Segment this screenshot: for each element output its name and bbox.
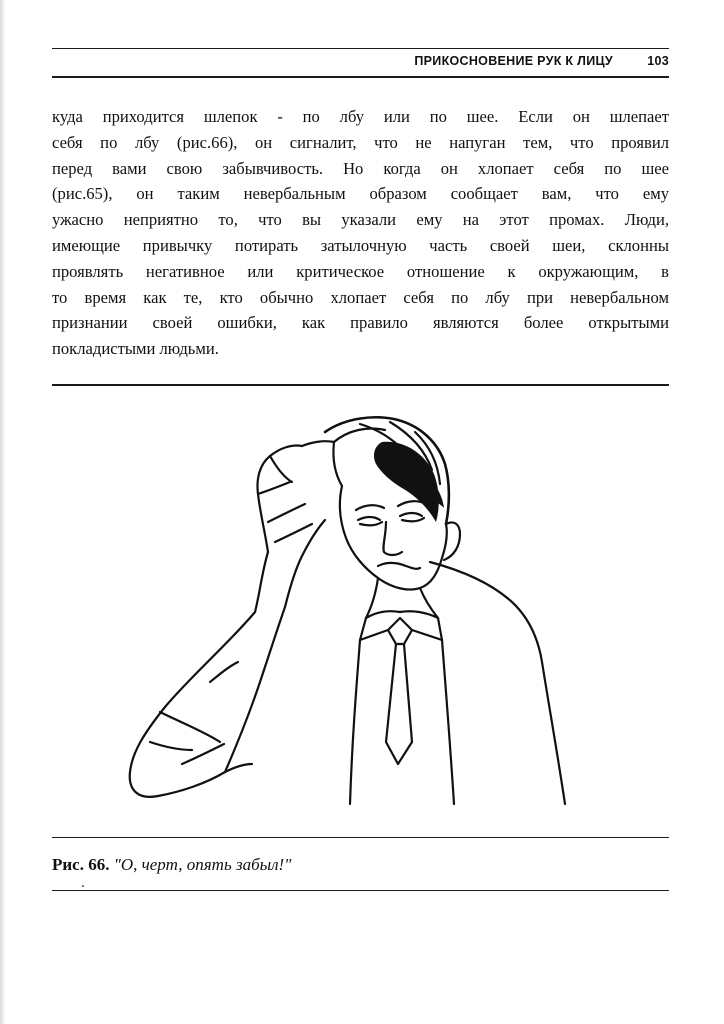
caption-label: Рис. 66. xyxy=(52,855,110,874)
caption-top-rule xyxy=(52,837,669,838)
text-line: себя по лбу (рис.66), он сигналит, что не напуган тем, что проявил xyxy=(52,132,669,152)
running-title: ПРИКОСНОВЕНИЕ РУК К ЛИЦУ xyxy=(414,54,613,68)
caption-bottom-rule xyxy=(52,890,669,891)
figure-caption xyxy=(52,855,669,875)
page-edge-shadow xyxy=(0,0,6,1024)
text-line: куда приходится шлепок - по лбу или по шее. Если он шлепает xyxy=(52,107,669,126)
text-line: то время как те, кто обычно хлопает себя по лбу при невербальном xyxy=(52,287,669,307)
header-top-rule xyxy=(52,48,669,49)
text-line: покладистыми людьми. xyxy=(52,339,219,359)
text-line: имеющие привычку потирать затылочную часть своей шеи, склонны xyxy=(52,235,669,255)
page-number: 103 xyxy=(647,54,669,68)
text-line: (рис.65), он таким невербальным образом сообщает вам, что ему xyxy=(52,184,669,204)
text-line: проявлять негативное или критическое отношение к окружающим, в xyxy=(52,261,669,281)
text-line: перед вами свою забывчивость. Но когда он хлопает себя по шее xyxy=(52,158,669,178)
text-line: ужасно неприятно то, что вы указали ему на этот промах. Люди, xyxy=(52,210,669,230)
running-head xyxy=(52,54,669,74)
header-bottom-rule xyxy=(52,76,669,78)
body-paragraph xyxy=(52,104,669,362)
man-touching-forehead-drawing xyxy=(120,412,580,812)
text-line: признании своей ошибки, как правило являются более открытыми xyxy=(52,313,669,333)
figure-top-rule xyxy=(52,384,669,386)
figure-illustration xyxy=(120,412,580,812)
stray-mark xyxy=(82,885,84,887)
caption-text: "О, черт, опять забыл!" xyxy=(113,855,292,874)
